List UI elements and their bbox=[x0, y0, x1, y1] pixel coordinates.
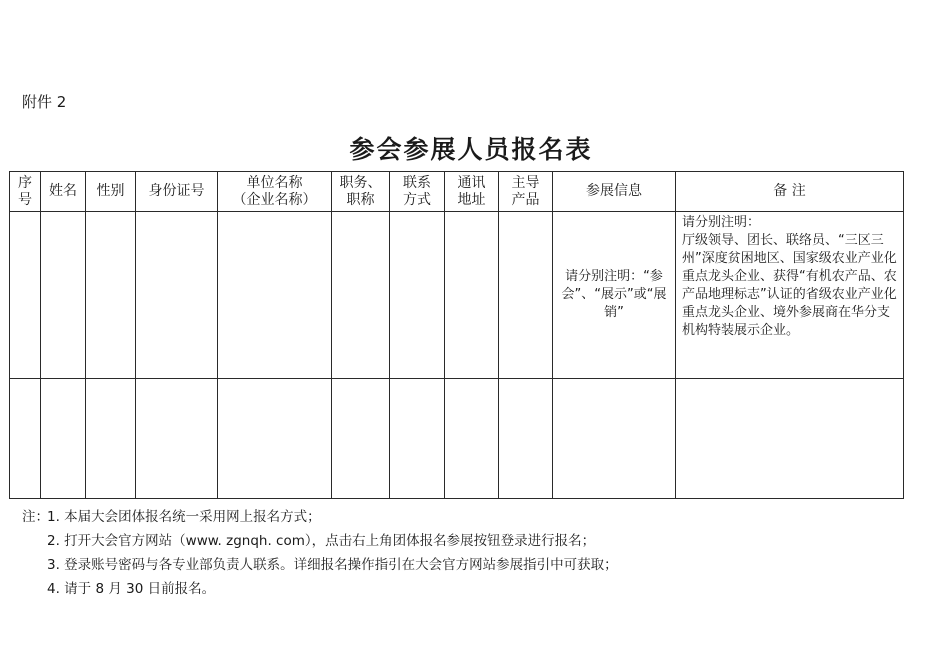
cell-contact[interactable] bbox=[390, 212, 445, 379]
remark-note-body: 厅级领导、团长、联络员、“三区三州”深度贫困地区、国家级农业产业化重点龙头企业、获得“有机农产品、农产品地理标志”认证的省级农业产业化重点龙头企业、境外参展商在华分支机构特装展示企业。 bbox=[682, 233, 897, 338]
cell-id-number[interactable] bbox=[136, 379, 218, 499]
header-position: 职务、 职称 bbox=[332, 172, 390, 212]
note-item: 1. 本届大会团体报名统一采用网上报名方式； bbox=[47, 509, 321, 525]
cell-serial[interactable] bbox=[10, 212, 41, 379]
notes-section bbox=[22, 505, 618, 601]
cell-name[interactable] bbox=[41, 379, 86, 499]
header-serial: 序 号 bbox=[10, 172, 41, 212]
cell-organization[interactable] bbox=[218, 212, 332, 379]
header-exhibition-info: 参展信息 bbox=[553, 172, 676, 212]
cell-gender[interactable] bbox=[86, 212, 136, 379]
header-id-number: 身份证号 bbox=[136, 172, 218, 212]
registration-table bbox=[9, 171, 904, 499]
header-address: 通讯 地址 bbox=[445, 172, 499, 212]
notes-prefix: 注： bbox=[22, 509, 49, 525]
cell-main-product[interactable] bbox=[499, 212, 553, 379]
table-row bbox=[10, 212, 904, 379]
cell-contact[interactable] bbox=[390, 379, 445, 499]
cell-name[interactable] bbox=[41, 212, 86, 379]
note-item: 3. 登录账号密码与各专业部负责人联系。详细报名操作指引在大会官方网站参展指引中可获取； bbox=[47, 557, 618, 573]
note-item: 2. 打开大会官方网站（www. zgnqh. com），点击右上角团体报名参展按钮登录进行报名； bbox=[47, 533, 596, 549]
header-gender: 性别 bbox=[86, 172, 136, 212]
cell-remarks[interactable] bbox=[676, 212, 904, 379]
cell-main-product[interactable] bbox=[499, 379, 553, 499]
remark-note-title: 请分别注明： bbox=[682, 215, 761, 230]
header-remarks: 备 注 bbox=[676, 172, 904, 212]
attachment-label: 附件 2 bbox=[22, 93, 67, 111]
cell-exhibition-info[interactable] bbox=[553, 379, 676, 499]
cell-exhibition-info[interactable] bbox=[553, 212, 676, 379]
cell-address[interactable] bbox=[445, 212, 499, 379]
note-item: 4. 请于 8 月 30 日前报名。 bbox=[47, 581, 216, 597]
header-name: 姓名 bbox=[41, 172, 86, 212]
header-main-product: 主导 产品 bbox=[499, 172, 553, 212]
cell-id-number[interactable] bbox=[136, 212, 218, 379]
cell-position[interactable] bbox=[332, 212, 390, 379]
header-organization: 单位名称 （企业名称） bbox=[218, 172, 332, 212]
cell-organization[interactable] bbox=[218, 379, 332, 499]
cell-position[interactable] bbox=[332, 379, 390, 499]
cell-remarks[interactable] bbox=[676, 379, 904, 499]
cell-gender[interactable] bbox=[86, 379, 136, 499]
table-row bbox=[10, 379, 904, 499]
header-contact: 联系 方式 bbox=[390, 172, 445, 212]
cell-address[interactable] bbox=[445, 379, 499, 499]
header-row bbox=[10, 172, 904, 212]
cell-serial[interactable] bbox=[10, 379, 41, 499]
exhibition-info-note: 请分别注明：“参会”、“展示”或“展销” bbox=[561, 269, 667, 320]
form-title: 参会参展人员报名表 bbox=[349, 135, 593, 164]
